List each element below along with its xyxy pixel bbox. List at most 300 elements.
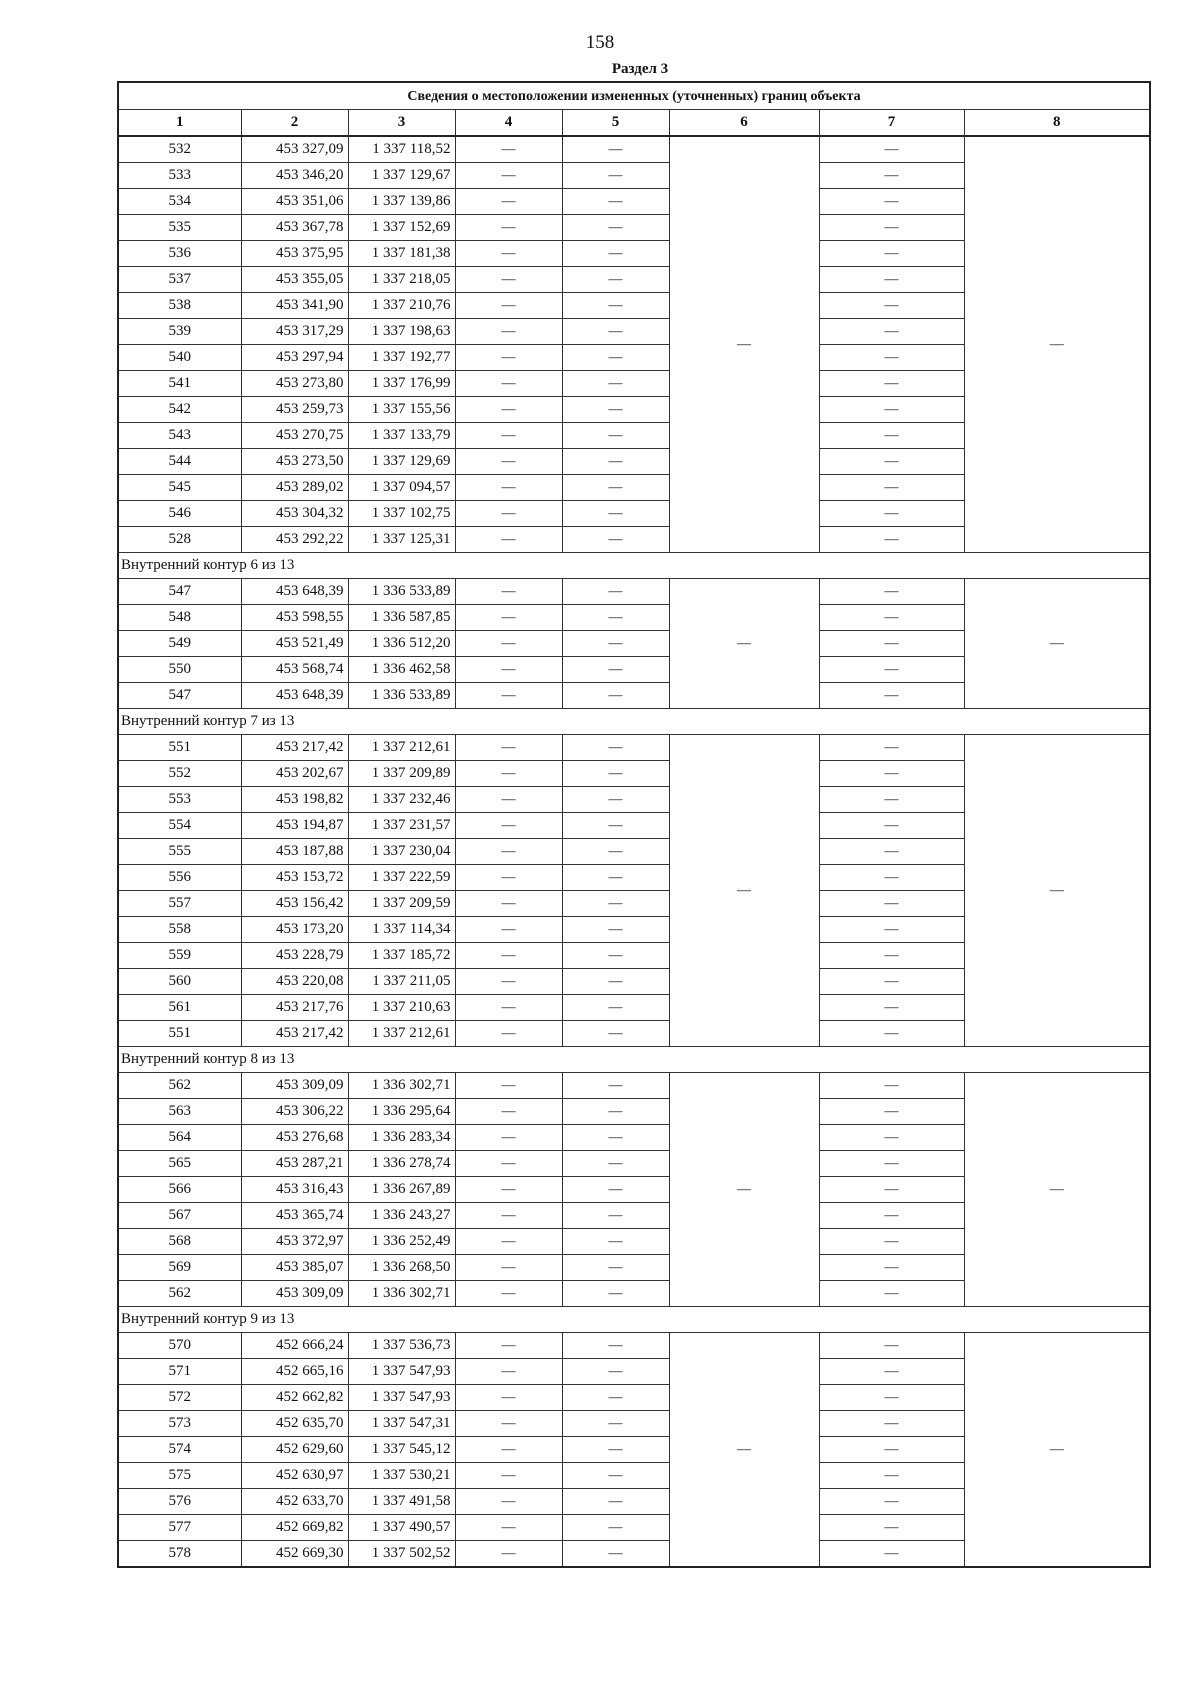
coordinate-y: 1 336 295,64: [348, 1099, 455, 1125]
point-number: 568: [118, 1229, 241, 1255]
contour-label: Внутренний контур 6 из 13: [118, 553, 1150, 579]
column-7-value: —: [819, 1437, 964, 1463]
column-7-value: —: [819, 371, 964, 397]
column-4-value: —: [455, 605, 562, 631]
point-number: 560: [118, 969, 241, 995]
coordinate-x: 452 635,70: [241, 1411, 348, 1437]
coordinate-y: 1 336 268,50: [348, 1255, 455, 1281]
column-5-value: —: [562, 865, 669, 891]
coordinate-x: 453 375,95: [241, 241, 348, 267]
coordinate-y: 1 337 210,76: [348, 293, 455, 319]
point-number: 548: [118, 605, 241, 631]
column-4-value: —: [455, 917, 562, 943]
column-header-8: 8: [964, 110, 1150, 137]
column-4-value: —: [455, 1437, 562, 1463]
coordinate-y: 1 337 155,56: [348, 397, 455, 423]
coordinate-y: 1 336 267,89: [348, 1177, 455, 1203]
column-5-value: —: [562, 683, 669, 709]
point-number: 567: [118, 1203, 241, 1229]
contour-header-row: [118, 709, 1150, 735]
column-6-value: —: [669, 1073, 819, 1307]
column-4-value: —: [455, 501, 562, 527]
column-4-value: —: [455, 1541, 562, 1568]
column-8-value: —: [964, 1333, 1150, 1568]
coordinate-x: 453 309,09: [241, 1281, 348, 1307]
column-5-value: —: [562, 397, 669, 423]
boundary-coordinates-table: [117, 81, 1151, 1568]
column-7-value: —: [819, 839, 964, 865]
column-5-value: —: [562, 1281, 669, 1307]
column-7-value: —: [819, 1177, 964, 1203]
column-7-value: —: [819, 267, 964, 293]
column-4-value: —: [455, 136, 562, 163]
coordinate-x: 453 292,22: [241, 527, 348, 553]
column-7-value: —: [819, 1385, 964, 1411]
point-number: 554: [118, 813, 241, 839]
coordinate-x: 453 202,67: [241, 761, 348, 787]
coordinate-y: 1 337 547,93: [348, 1385, 455, 1411]
coordinate-x: 453 259,73: [241, 397, 348, 423]
column-7-value: —: [819, 527, 964, 553]
column-5-value: —: [562, 1489, 669, 1515]
column-5-value: —: [562, 657, 669, 683]
column-4-value: —: [455, 1411, 562, 1437]
column-5-value: —: [562, 761, 669, 787]
column-7-value: —: [819, 163, 964, 189]
column-7-value: —: [819, 397, 964, 423]
coordinate-y: 1 337 129,69: [348, 449, 455, 475]
coordinate-x: 453 648,39: [241, 579, 348, 605]
column-header-4: 4: [455, 110, 562, 137]
coordinate-y: 1 337 176,99: [348, 371, 455, 397]
column-4-value: —: [455, 891, 562, 917]
point-number: 577: [118, 1515, 241, 1541]
column-5-value: —: [562, 527, 669, 553]
coordinate-y: 1 336 462,58: [348, 657, 455, 683]
coordinate-x: 453 341,90: [241, 293, 348, 319]
column-4-value: —: [455, 1281, 562, 1307]
column-4-value: —: [455, 969, 562, 995]
point-number: 546: [118, 501, 241, 527]
coordinate-y: 1 337 192,77: [348, 345, 455, 371]
column-4-value: —: [455, 1255, 562, 1281]
column-7-value: —: [819, 189, 964, 215]
column-5-value: —: [562, 1125, 669, 1151]
coordinate-x: 453 317,29: [241, 319, 348, 345]
column-7-value: —: [819, 1359, 964, 1385]
coordinate-y: 1 337 212,61: [348, 1021, 455, 1047]
coordinate-y: 1 336 283,34: [348, 1125, 455, 1151]
column-4-value: —: [455, 579, 562, 605]
coordinate-x: 453 568,74: [241, 657, 348, 683]
column-5-value: —: [562, 267, 669, 293]
column-7-value: —: [819, 631, 964, 657]
column-5-value: —: [562, 995, 669, 1021]
coordinate-x: 453 365,74: [241, 1203, 348, 1229]
point-number: 545: [118, 475, 241, 501]
column-6-value: —: [669, 579, 819, 709]
column-7-value: —: [819, 1203, 964, 1229]
coordinate-x: 453 367,78: [241, 215, 348, 241]
column-7-value: —: [819, 1515, 964, 1541]
column-4-value: —: [455, 423, 562, 449]
point-number: 565: [118, 1151, 241, 1177]
coordinate-x: 453 287,21: [241, 1151, 348, 1177]
coordinate-y: 1 337 129,67: [348, 163, 455, 189]
coordinate-x: 453 173,20: [241, 917, 348, 943]
column-5-value: —: [562, 449, 669, 475]
column-4-value: —: [455, 1099, 562, 1125]
coordinate-y: 1 336 243,27: [348, 1203, 455, 1229]
coordinate-x: 452 633,70: [241, 1489, 348, 1515]
column-5-value: —: [562, 423, 669, 449]
table-row: [118, 136, 1150, 163]
column-5-value: —: [562, 1359, 669, 1385]
column-5-value: —: [562, 1333, 669, 1359]
coordinate-y: 1 337 125,31: [348, 527, 455, 553]
coordinate-y: 1 337 218,05: [348, 267, 455, 293]
column-5-value: —: [562, 1229, 669, 1255]
coordinate-y: 1 336 302,71: [348, 1281, 455, 1307]
column-4-value: —: [455, 995, 562, 1021]
point-number: 562: [118, 1281, 241, 1307]
column-8-value: —: [964, 579, 1150, 709]
column-header-1: 1: [118, 110, 241, 137]
coordinate-y: 1 337 094,57: [348, 475, 455, 501]
coordinate-y: 1 336 252,49: [348, 1229, 455, 1255]
coordinate-x: 453 316,43: [241, 1177, 348, 1203]
column-7-value: —: [819, 1151, 964, 1177]
column-5-value: —: [562, 891, 669, 917]
coordinate-x: 453 273,50: [241, 449, 348, 475]
coordinate-y: 1 337 209,59: [348, 891, 455, 917]
coordinate-y: 1 337 232,46: [348, 787, 455, 813]
contour-header-row: [118, 553, 1150, 579]
point-number: 536: [118, 241, 241, 267]
column-header-5: 5: [562, 110, 669, 137]
column-5-value: —: [562, 1177, 669, 1203]
point-number: 563: [118, 1099, 241, 1125]
column-4-value: —: [455, 1489, 562, 1515]
column-5-value: —: [562, 579, 669, 605]
point-number: 578: [118, 1541, 241, 1568]
column-7-value: —: [819, 1489, 964, 1515]
column-4-value: —: [455, 1021, 562, 1047]
column-4-value: —: [455, 1385, 562, 1411]
column-7-value: —: [819, 683, 964, 709]
coordinate-x: 453 355,05: [241, 267, 348, 293]
coordinate-y: 1 337 536,73: [348, 1333, 455, 1359]
coordinate-y: 1 337 114,34: [348, 917, 455, 943]
point-number: 544: [118, 449, 241, 475]
column-7-value: —: [819, 1281, 964, 1307]
point-number: 543: [118, 423, 241, 449]
column-7-value: —: [819, 136, 964, 163]
column-header-7: 7: [819, 110, 964, 137]
coordinate-y: 1 337 198,63: [348, 319, 455, 345]
coordinate-y: 1 337 490,57: [348, 1515, 455, 1541]
column-5-value: —: [562, 136, 669, 163]
column-5-value: —: [562, 969, 669, 995]
column-7-value: —: [819, 891, 964, 917]
coordinate-y: 1 337 547,93: [348, 1359, 455, 1385]
coordinate-y: 1 337 139,86: [348, 189, 455, 215]
point-number: 535: [118, 215, 241, 241]
column-4-value: —: [455, 1463, 562, 1489]
point-number: 574: [118, 1437, 241, 1463]
column-7-value: —: [819, 1411, 964, 1437]
column-7-value: —: [819, 1463, 964, 1489]
column-8-value: —: [964, 136, 1150, 553]
column-4-value: —: [455, 839, 562, 865]
point-number: 550: [118, 657, 241, 683]
coordinate-x: 453 270,75: [241, 423, 348, 449]
contour-header-row: [118, 1047, 1150, 1073]
coordinate-x: 453 306,22: [241, 1099, 348, 1125]
coordinate-x: 453 346,20: [241, 163, 348, 189]
column-5-value: —: [562, 189, 669, 215]
point-number: 561: [118, 995, 241, 1021]
column-4-value: —: [455, 449, 562, 475]
coordinate-y: 1 336 587,85: [348, 605, 455, 631]
coordinate-y: 1 336 533,89: [348, 683, 455, 709]
column-5-value: —: [562, 1411, 669, 1437]
point-number: 538: [118, 293, 241, 319]
column-5-value: —: [562, 839, 669, 865]
coordinate-y: 1 337 230,04: [348, 839, 455, 865]
point-number: 555: [118, 839, 241, 865]
column-5-value: —: [562, 787, 669, 813]
coordinate-x: 452 630,97: [241, 1463, 348, 1489]
coordinate-y: 1 337 102,75: [348, 501, 455, 527]
coordinate-x: 453 217,76: [241, 995, 348, 1021]
column-5-value: —: [562, 1021, 669, 1047]
point-number: 539: [118, 319, 241, 345]
coordinate-x: 452 666,24: [241, 1333, 348, 1359]
coordinate-y: 1 337 185,72: [348, 943, 455, 969]
table-row: [118, 1073, 1150, 1099]
column-4-value: —: [455, 475, 562, 501]
coordinate-x: 453 385,07: [241, 1255, 348, 1281]
coordinate-x: 453 648,39: [241, 683, 348, 709]
coordinate-x: 453 273,80: [241, 371, 348, 397]
table-row: [118, 579, 1150, 605]
coordinate-x: 452 669,82: [241, 1515, 348, 1541]
column-4-value: —: [455, 813, 562, 839]
coordinate-x: 453 372,97: [241, 1229, 348, 1255]
point-number: 549: [118, 631, 241, 657]
column-7-value: —: [819, 579, 964, 605]
column-header-2: 2: [241, 110, 348, 137]
page-number: 158: [585, 32, 615, 53]
coordinate-y: 1 337 231,57: [348, 813, 455, 839]
table-body: [118, 136, 1150, 1567]
column-5-value: —: [562, 1385, 669, 1411]
column-4-value: —: [455, 371, 562, 397]
contour-label: Внутренний контур 8 из 13: [118, 1047, 1150, 1073]
column-7-value: —: [819, 1073, 964, 1099]
column-5-value: —: [562, 1255, 669, 1281]
column-7-value: —: [819, 319, 964, 345]
point-number: 551: [118, 1021, 241, 1047]
column-header-3: 3: [348, 110, 455, 137]
column-5-value: —: [562, 293, 669, 319]
table-title: Сведения о местоположении измененных (уточненных) границ объекта: [118, 82, 1150, 110]
column-4-value: —: [455, 267, 562, 293]
table-row: [118, 1333, 1150, 1359]
column-5-value: —: [562, 501, 669, 527]
column-7-value: —: [819, 1099, 964, 1125]
point-number: 547: [118, 579, 241, 605]
coordinate-x: 453 304,32: [241, 501, 348, 527]
column-4-value: —: [455, 1359, 562, 1385]
column-4-value: —: [455, 657, 562, 683]
column-5-value: —: [562, 1151, 669, 1177]
coordinate-y: 1 337 530,21: [348, 1463, 455, 1489]
contour-label: Внутренний контур 9 из 13: [118, 1307, 1150, 1333]
column-7-value: —: [819, 657, 964, 683]
contour-label: Внутренний контур 7 из 13: [118, 709, 1150, 735]
column-5-value: —: [562, 1073, 669, 1099]
coordinate-y: 1 337 211,05: [348, 969, 455, 995]
column-7-value: —: [819, 1021, 964, 1047]
column-4-value: —: [455, 865, 562, 891]
point-number: 562: [118, 1073, 241, 1099]
column-5-value: —: [562, 319, 669, 345]
column-7-value: —: [819, 449, 964, 475]
point-number: 576: [118, 1489, 241, 1515]
coordinate-x: 453 153,72: [241, 865, 348, 891]
coordinate-y: 1 337 547,31: [348, 1411, 455, 1437]
coordinate-x: 452 662,82: [241, 1385, 348, 1411]
point-number: 569: [118, 1255, 241, 1281]
coordinate-x: 453 228,79: [241, 943, 348, 969]
column-4-value: —: [455, 1203, 562, 1229]
point-number: 528: [118, 527, 241, 553]
point-number: 552: [118, 761, 241, 787]
coordinate-x: 453 297,94: [241, 345, 348, 371]
column-4-value: —: [455, 1073, 562, 1099]
column-5-value: —: [562, 813, 669, 839]
column-4-value: —: [455, 1177, 562, 1203]
column-7-value: —: [819, 969, 964, 995]
point-number: 547: [118, 683, 241, 709]
column-5-value: —: [562, 735, 669, 761]
coordinate-y: 1 336 512,20: [348, 631, 455, 657]
coordinate-x: 453 198,82: [241, 787, 348, 813]
coordinate-y: 1 337 209,89: [348, 761, 455, 787]
column-4-value: —: [455, 215, 562, 241]
coordinate-x: 453 351,06: [241, 189, 348, 215]
column-4-value: —: [455, 1229, 562, 1255]
point-number: 559: [118, 943, 241, 969]
coordinate-y: 1 337 502,52: [348, 1541, 455, 1568]
column-5-value: —: [562, 215, 669, 241]
coordinate-y: 1 337 210,63: [348, 995, 455, 1021]
coordinate-y: 1 336 278,74: [348, 1151, 455, 1177]
coordinate-y: 1 337 491,58: [348, 1489, 455, 1515]
coordinate-y: 1 337 133,79: [348, 423, 455, 449]
table-row: [118, 735, 1150, 761]
point-number: 540: [118, 345, 241, 371]
coordinate-x: 452 669,30: [241, 1541, 348, 1568]
column-6-value: —: [669, 136, 819, 553]
column-5-value: —: [562, 631, 669, 657]
column-5-value: —: [562, 1437, 669, 1463]
coordinate-x: 452 629,60: [241, 1437, 348, 1463]
column-4-value: —: [455, 1333, 562, 1359]
column-5-value: —: [562, 1203, 669, 1229]
column-4-value: —: [455, 189, 562, 215]
coordinate-x: 453 220,08: [241, 969, 348, 995]
column-7-value: —: [819, 345, 964, 371]
column-7-value: —: [819, 995, 964, 1021]
column-4-value: —: [455, 787, 562, 813]
column-5-value: —: [562, 1463, 669, 1489]
column-5-value: —: [562, 605, 669, 631]
column-5-value: —: [562, 371, 669, 397]
point-number: 532: [118, 136, 241, 163]
column-4-value: —: [455, 293, 562, 319]
coordinate-x: 453 156,42: [241, 891, 348, 917]
coordinate-x: 453 289,02: [241, 475, 348, 501]
column-8-value: —: [964, 1073, 1150, 1307]
column-5-value: —: [562, 475, 669, 501]
point-number: 541: [118, 371, 241, 397]
column-5-value: —: [562, 917, 669, 943]
column-4-value: —: [455, 345, 562, 371]
point-number: 566: [118, 1177, 241, 1203]
column-7-value: —: [819, 605, 964, 631]
column-5-value: —: [562, 1099, 669, 1125]
column-number-row: [118, 110, 1150, 137]
column-8-value: —: [964, 735, 1150, 1047]
coordinate-x: 453 217,42: [241, 735, 348, 761]
column-4-value: —: [455, 943, 562, 969]
point-number: 571: [118, 1359, 241, 1385]
column-4-value: —: [455, 241, 562, 267]
coordinate-x: 453 217,42: [241, 1021, 348, 1047]
column-5-value: —: [562, 163, 669, 189]
column-4-value: —: [455, 397, 562, 423]
coordinate-y: 1 337 222,59: [348, 865, 455, 891]
column-4-value: —: [455, 1515, 562, 1541]
point-number: 533: [118, 163, 241, 189]
column-5-value: —: [562, 1541, 669, 1568]
column-header-6: 6: [669, 110, 819, 137]
column-4-value: —: [455, 761, 562, 787]
column-5-value: —: [562, 1515, 669, 1541]
coordinate-y: 1 337 118,52: [348, 136, 455, 163]
coordinate-x: 453 327,09: [241, 136, 348, 163]
point-number: 573: [118, 1411, 241, 1437]
coordinate-y: 1 336 533,89: [348, 579, 455, 605]
coordinate-y: 1 336 302,71: [348, 1073, 455, 1099]
column-7-value: —: [819, 787, 964, 813]
column-4-value: —: [455, 163, 562, 189]
column-6-value: —: [669, 1333, 819, 1568]
column-7-value: —: [819, 501, 964, 527]
point-number: 557: [118, 891, 241, 917]
column-7-value: —: [819, 215, 964, 241]
column-4-value: —: [455, 319, 562, 345]
column-7-value: —: [819, 735, 964, 761]
column-7-value: —: [819, 865, 964, 891]
point-number: 558: [118, 917, 241, 943]
column-7-value: —: [819, 1541, 964, 1568]
coordinate-x: 453 309,09: [241, 1073, 348, 1099]
point-number: 575: [118, 1463, 241, 1489]
